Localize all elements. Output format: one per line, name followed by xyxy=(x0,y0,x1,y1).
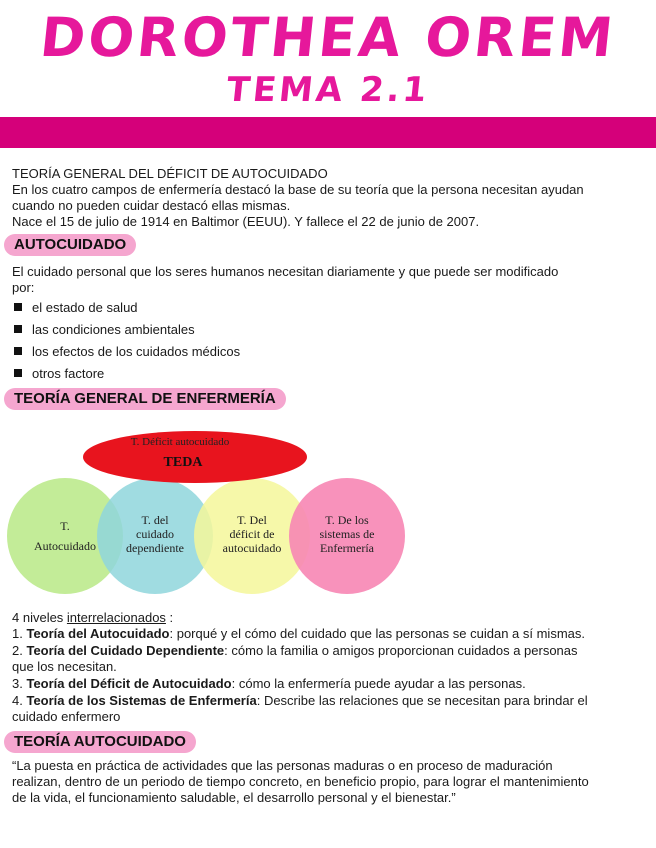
quote-line-2: realizan, dentro de un periodo de tiempo concreto, en beneficio propio, para lograr el mantenimiento xyxy=(12,774,589,789)
bullet-icon xyxy=(14,325,22,333)
circle-4-line-1: T. De los xyxy=(325,513,369,527)
page-title: DOROTHEA OREM xyxy=(37,6,619,69)
bullet-icon xyxy=(14,347,22,355)
section-heading-teoria-general: TEORÍA GENERAL DE ENFERMERÍA xyxy=(4,388,286,410)
circle-3-line-1: T. Del xyxy=(237,513,267,527)
list-item: el estado de salud xyxy=(14,300,138,316)
circle-4-line-2: sistemas de xyxy=(319,527,375,541)
header-bar xyxy=(0,117,656,148)
nivel-item-3: 3. Teoría del Déficit de Autocuidado: cómo la enfermería puede ayudar a las personas. xyxy=(12,676,526,691)
nivel-item-2: 2. Teoría del Cuidado Dependiente: cómo la familia o amigos proporcionan cuidados a personas xyxy=(12,643,578,658)
bullet-icon xyxy=(14,369,22,377)
circle-2-line-1: T. del xyxy=(141,513,169,527)
circle-3-line-2: déficit de xyxy=(229,527,275,541)
intro-line-3: Nace el 15 de julio de 1914 en Baltimor (EEUU). Y fallece el 22 de junio de 2007. xyxy=(12,214,480,229)
page-subtitle: TEMA 2.1 xyxy=(224,70,432,110)
circle-3-line-3: autocuidado xyxy=(222,541,282,555)
autocuidado-line-1: El cuidado personal que los seres humanos necesitan diariamente y que puede ser modificado xyxy=(12,264,559,279)
section-heading-autocuidado: AUTOCUIDADO xyxy=(4,234,136,256)
section-heading-teoria-autocuidado: TEORÍA AUTOCUIDADO xyxy=(4,731,196,753)
nivel-item-1: 1. Teoría del Autocuidado: porqué y el cómo del cuidado que las personas se cuidan a sí mismas. xyxy=(12,626,585,641)
circle-2-line-3: dependiente xyxy=(126,541,184,555)
circle-2-line-2: cuidado xyxy=(136,527,174,541)
teda-diagram xyxy=(0,420,656,600)
bullet-icon xyxy=(14,303,22,311)
list-item: los efectos de los cuidados médicos xyxy=(14,344,240,360)
teda-label: TEDA xyxy=(163,455,203,470)
nivel-item-4: 4. Teoría de los Sistemas de Enfermería: Describe las relaciones que se necesitan para brindar el xyxy=(12,693,588,708)
circle-1-line-1: T. xyxy=(60,519,70,533)
quote-line-1: “La puesta en práctica de actividades que las personas maduras o en proceso de maduración xyxy=(12,758,553,773)
teda-small-label: T. Déficit autocuidado xyxy=(130,436,230,448)
nivel-item-2-cont: que los necesitan. xyxy=(12,659,117,674)
list-item: las condiciones ambientales xyxy=(14,322,195,338)
intro-line-2: cuando no pueden cuidar destacó ellas mismas. xyxy=(12,198,291,213)
autocuidado-line-2: por: xyxy=(12,280,35,295)
intro-line-1: En los cuatro campos de enfermería destacó la base de su teoría que la persona necesitan ayudan xyxy=(12,182,584,197)
niveles-intro: 4 niveles interrelacionados : xyxy=(12,610,174,625)
intro-heading: TEORÍA GENERAL DEL DÉFICIT DE AUTOCUIDADO xyxy=(12,166,328,181)
nivel-item-4-cont: cuidado enfermero xyxy=(12,709,121,724)
list-item: otros factore xyxy=(14,366,104,382)
quote-line-3: de la vida, el funcionamiento saludable, el desarrollo personal y el bienestar.” xyxy=(12,790,456,805)
circle-4-line-3: Enfermería xyxy=(320,541,374,555)
circle-1-line-2: Autocuidado xyxy=(34,539,96,553)
